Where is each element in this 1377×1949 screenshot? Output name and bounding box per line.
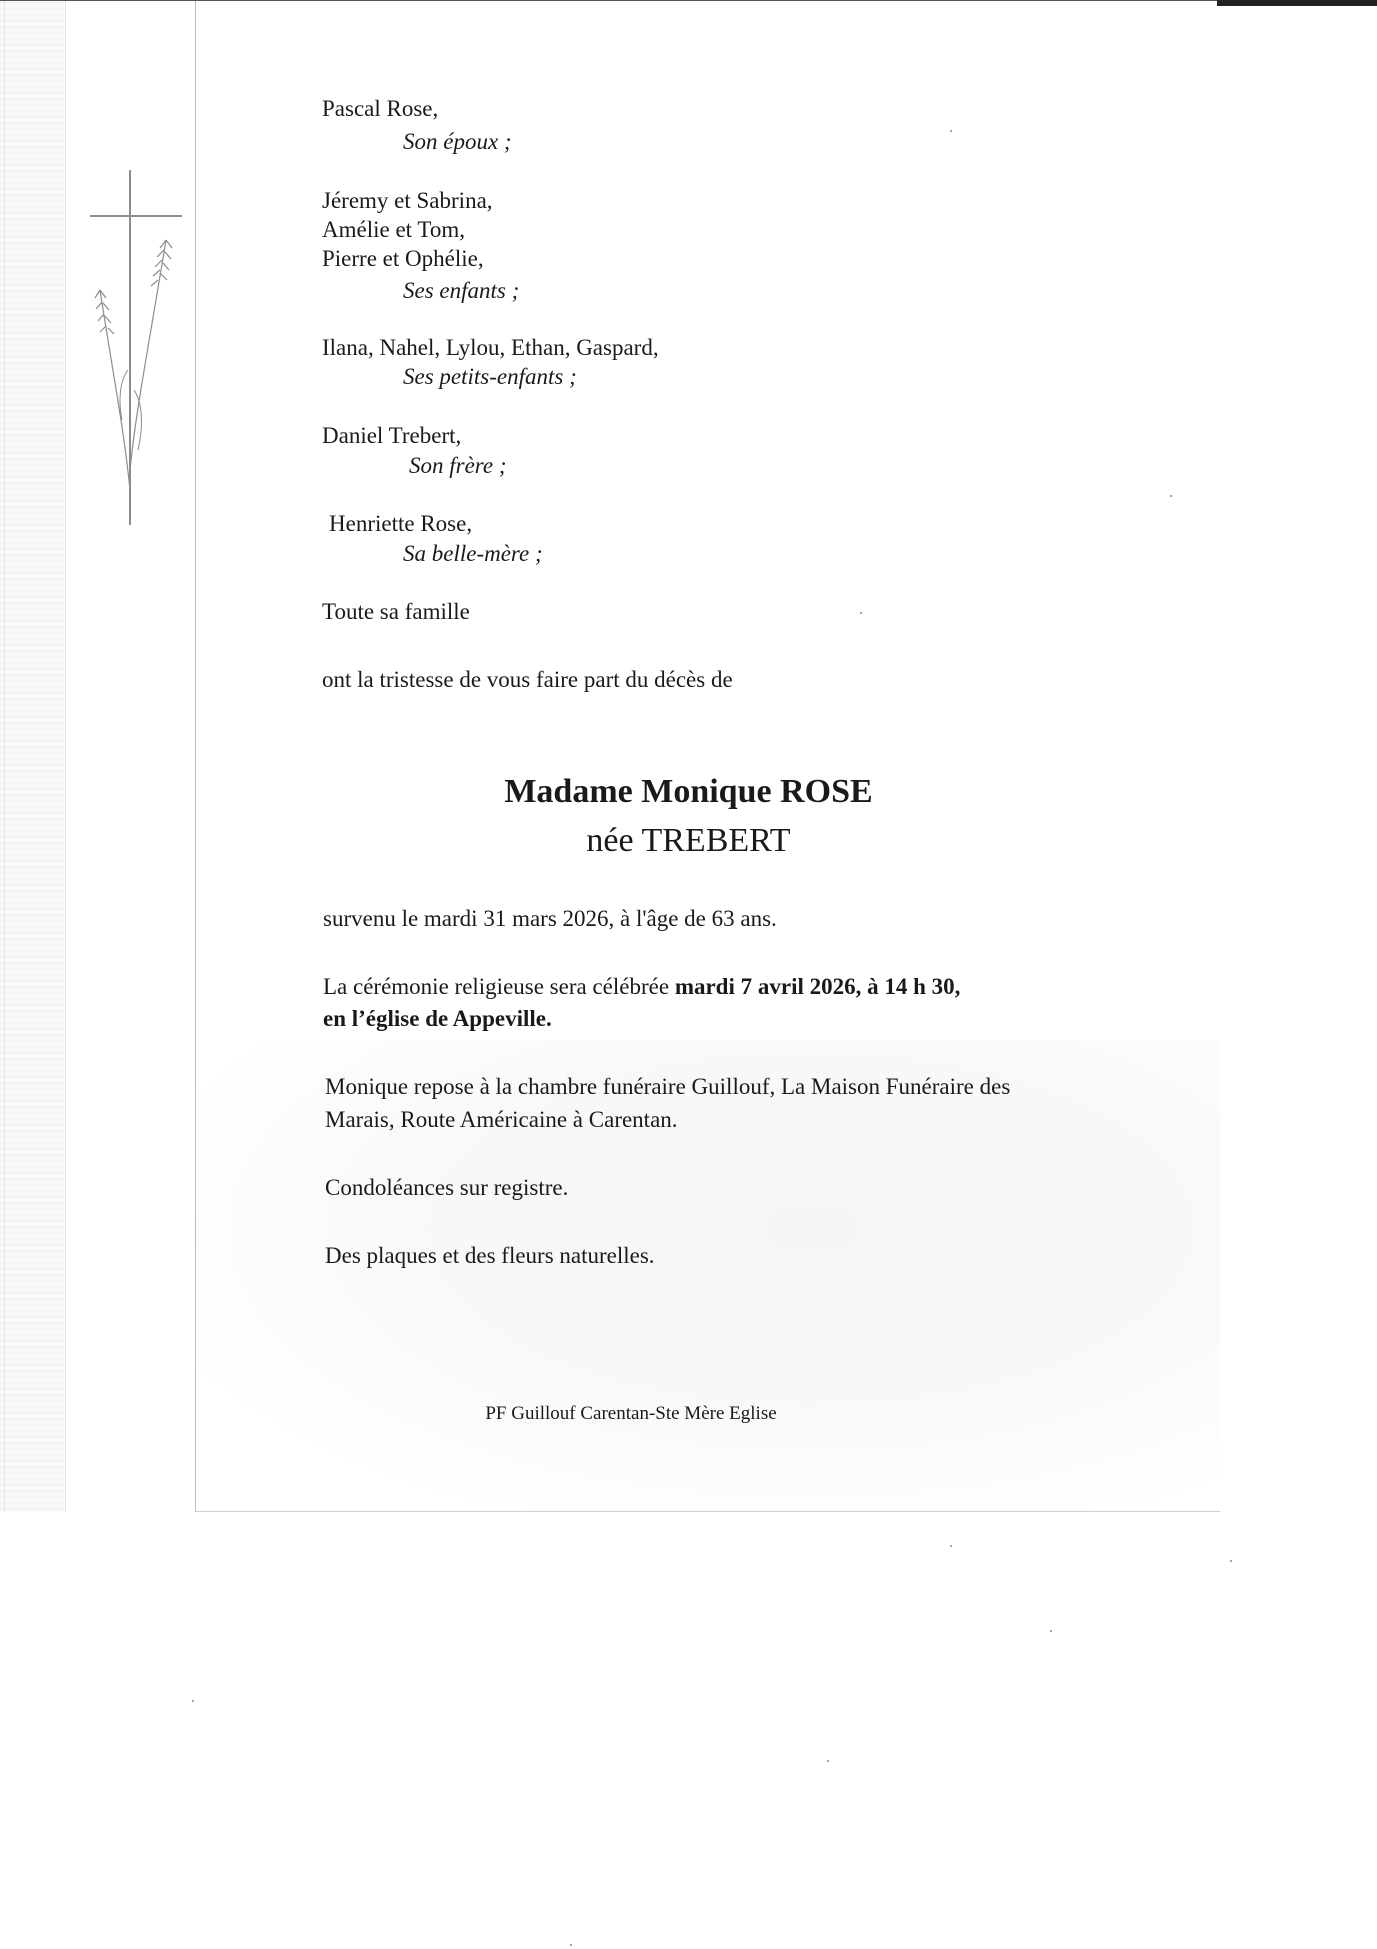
scan-speck — [570, 1944, 572, 1946]
mother-in-law-name: Henriette Rose, — [329, 511, 473, 536]
repose-line-2: Marais, Route Américaine à Carentan. — [325, 1107, 678, 1132]
scan-speck — [1230, 1560, 1232, 1562]
child-line: Amélie et Tom, — [322, 217, 465, 242]
scan-speck — [1050, 1630, 1052, 1632]
scan-side-strip — [0, 0, 64, 1512]
scan-top-corner-mark — [1217, 0, 1377, 6]
spouse-name: Pascal Rose, — [322, 96, 439, 121]
grandchildren-role: Ses petits-enfants ; — [403, 364, 577, 389]
death-date-line: survenu le mardi 31 mars 2026, à l'âge de 63 ans. — [323, 906, 777, 931]
scan-edge-line — [4, 0, 5, 1512]
mother-in-law-role: Sa belle-mère ; — [403, 541, 543, 566]
deceased-maiden-name: née TREBERT — [586, 822, 791, 859]
child-line: Pierre et Ophélie, — [322, 246, 484, 271]
child-line: Jéremy et Sabrina, — [322, 188, 493, 213]
card-bottom-border — [196, 1511, 1220, 1512]
funeral-home-footer: PF Guillouf Carentan-Ste Mère Eglise — [485, 1403, 777, 1424]
scan-speck — [950, 1545, 952, 1547]
announcement-text: ont la tristesse de vous faire part du décès de — [322, 667, 733, 692]
scan-edge-line — [65, 0, 66, 1512]
condolences-text: Condoléances sur registre. — [325, 1175, 569, 1200]
scan-speck — [860, 612, 862, 614]
ceremony-intro: La cérémonie religieuse sera célébrée — [323, 974, 675, 999]
cross-with-wheat-icon — [88, 170, 188, 530]
spouse-role: Son époux ; — [403, 129, 512, 154]
deceased-name: Madame Monique ROSE — [504, 773, 873, 810]
grandchildren-names: Ilana, Nahel, Lylou, Ethan, Gaspard, — [322, 335, 659, 360]
children-role: Ses enfants ; — [403, 278, 520, 303]
brother-name: Daniel Trebert, — [322, 423, 462, 448]
ceremony-datetime: mardi 7 avril 2026, à 14 h 30, — [674, 974, 961, 999]
brother-role: Son frère ; — [409, 453, 507, 478]
ceremony-place: en l’église de Appeville. — [323, 1006, 552, 1031]
repose-line-1: Monique repose à la chambre funéraire Guillouf, La Maison Funéraire des — [325, 1074, 1011, 1099]
ceremony-line — [323, 972, 960, 1002]
scan-speck — [192, 1700, 194, 1702]
whole-family: Toute sa famille — [322, 599, 470, 624]
scan-speck — [1170, 495, 1172, 497]
scan-speck — [950, 130, 952, 132]
scan-speck — [827, 1760, 829, 1762]
flowers-text: Des plaques et des fleurs naturelles. — [325, 1243, 655, 1268]
scan-top-edge — [0, 0, 1377, 1]
